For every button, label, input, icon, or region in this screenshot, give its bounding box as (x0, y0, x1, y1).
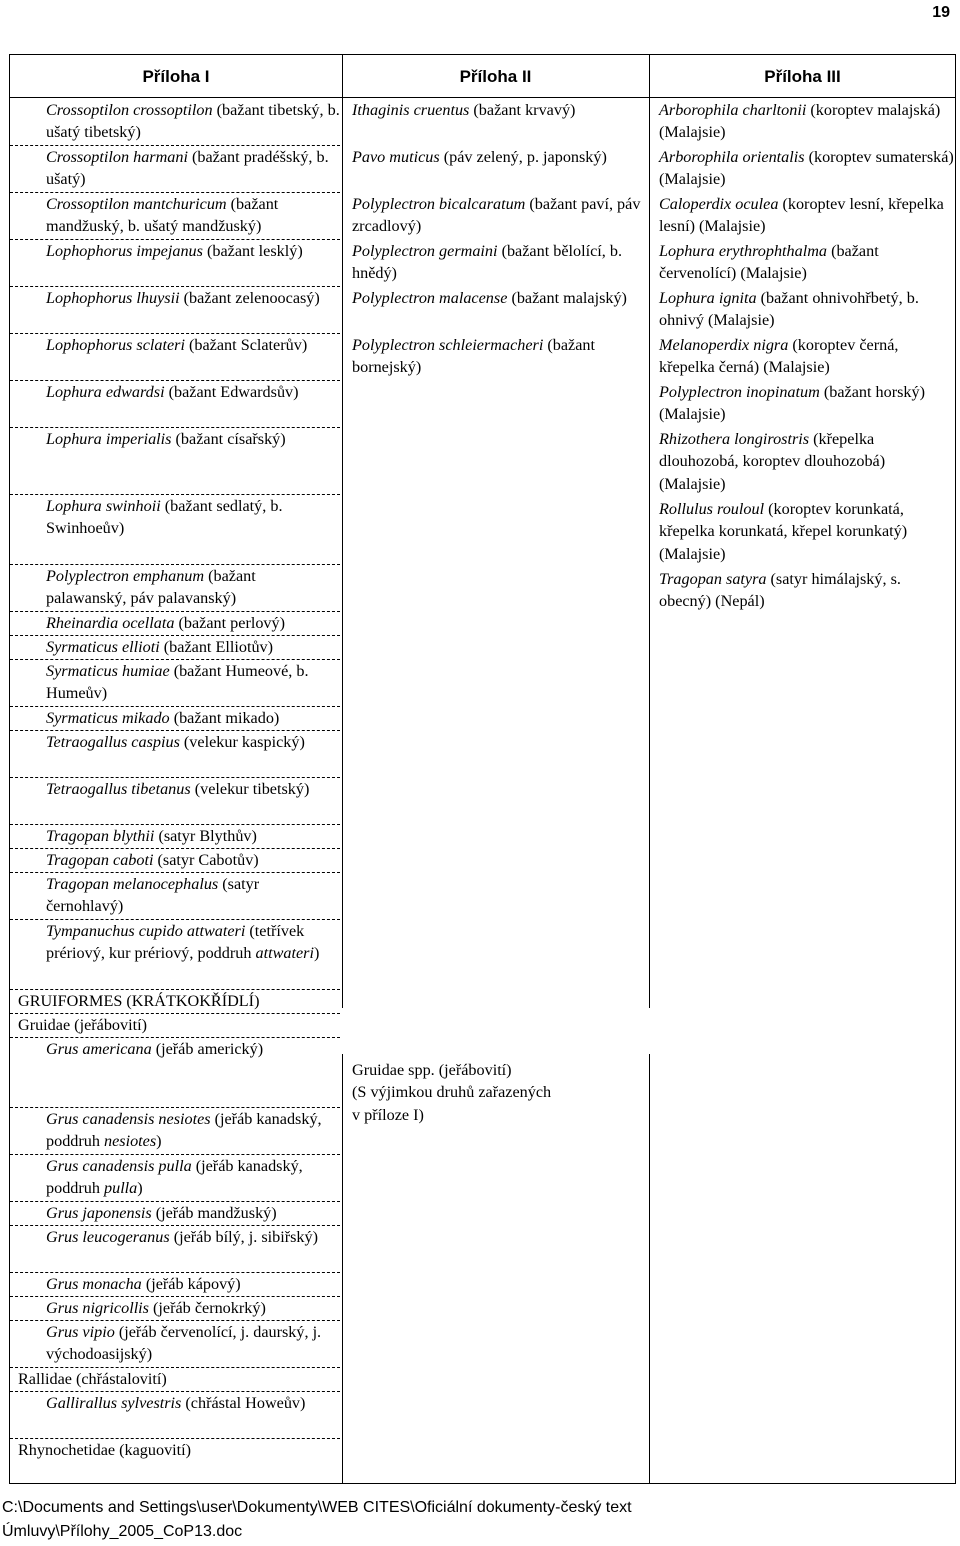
column-appendix-3 (651, 99, 955, 615)
common-name: (jeřáb kanadský, poddruh (46, 1157, 303, 1198)
header-appendix-1: Příloha I (142, 67, 210, 86)
species-entry (10, 1202, 340, 1226)
species-entry (659, 287, 955, 334)
species-name: Arborophila orientalis (659, 148, 805, 166)
species-name: Tetraogallus tibetanus (46, 780, 191, 798)
common-name: (bažant tibetský, b. ušatý tibetský) (46, 101, 340, 142)
common-name: (satyr himálajský, s. obecný) (Nepál) (659, 570, 901, 611)
species-entry (10, 1108, 340, 1155)
common-name: (satyr Cabotův) (153, 851, 259, 869)
common-name: (bažant paví, páv zrcadlový) (352, 195, 641, 236)
species-entry (10, 428, 340, 495)
species-name: Grus americana (46, 1040, 152, 1058)
closing-paren: ) (313, 944, 320, 963)
species-entry (10, 636, 340, 660)
common-name: (bažant Elliotův) (159, 638, 274, 656)
common-name: (bažant perlový) (174, 614, 285, 632)
exception-note-1: (S výjimkou druhů zařazených (352, 1083, 552, 1102)
species-entry (659, 334, 955, 381)
species-entry (10, 495, 340, 565)
common-name: (koroptev korunkatá, křepelka korunkatá, křepel korunkatý) (Malajsie) (659, 500, 908, 563)
common-name: (koroptev černá, křepelka černá) (Malajsie) (659, 336, 899, 377)
common-name: (jeřáb černokrký) (148, 1299, 266, 1317)
species-name: Lophura erythrophthalma (659, 242, 828, 260)
common-name: (páv zelený, p. japonský) (439, 148, 607, 166)
common-name: (bažant Humeové, b. Humeův) (46, 662, 309, 703)
species-name: Tragopan caboti (46, 851, 154, 869)
common-name: (chřástal Howeův) (181, 1394, 306, 1412)
species-name: Crossoptilon mantchuricum (46, 195, 227, 213)
common-name: (bažant Sclaterův) (184, 336, 308, 354)
species-entry (659, 381, 955, 428)
species-name: Syrmaticus mikado (46, 709, 170, 727)
species-entry (352, 287, 647, 334)
species-entry (10, 1226, 340, 1273)
species-name: Grus canadensis nesiotes (46, 1110, 211, 1128)
species-name: Lophura edwardsi (46, 383, 165, 401)
species-entry (10, 707, 340, 731)
species-entry (659, 99, 955, 146)
species-entry (10, 240, 340, 287)
species-entry (352, 99, 647, 146)
subspecies-name: attwateri (255, 944, 314, 963)
header-appendix-2: Příloha II (459, 67, 532, 86)
subspecies-name: nesiotes (104, 1132, 157, 1151)
species-name: Lophophorus sclateri (46, 336, 185, 354)
species-entry (10, 565, 340, 612)
species-entry (10, 334, 340, 381)
common-name: (bažant palawanský, páv palavanský) (46, 567, 256, 608)
species-name: Grus leucogeranus (46, 1228, 170, 1246)
species-entry (10, 1297, 340, 1321)
species-entry (659, 428, 955, 498)
appendix-table (9, 54, 956, 1484)
common-name: (bažant pradéšský, b. ušatý) (46, 148, 329, 189)
footer-line-2: Úmluvy\Přílohy_2005_CoP13.doc (2, 1523, 243, 1540)
common-name: (koroptev malajská) (Malajsie) (659, 101, 941, 142)
common-name: (jeřáb mandžuský) (151, 1204, 277, 1222)
species-entry (10, 99, 340, 146)
common-name: (bažant mandžuský, b. ušatý mandžuský) (46, 195, 279, 236)
column-divider-1 (342, 55, 343, 1008)
column-divider-1b (342, 1054, 343, 1484)
species-entry (352, 146, 647, 193)
species-name: Lophura swinhoii (46, 497, 161, 515)
species-name: Tragopan satyra (659, 570, 767, 588)
common-name: (velekur tibetský) (190, 780, 310, 798)
common-name: (jeřáb bílý, j. sibiřský) (169, 1228, 319, 1246)
species-name: Tympanuchus cupido attwateri (46, 922, 246, 940)
closing-paren: ) (156, 1132, 162, 1151)
common-name: (bažant krvavý) (469, 101, 576, 119)
column-appendix-2 (344, 99, 647, 1124)
species-entry (10, 849, 340, 873)
species-entry (352, 334, 647, 381)
species-name: Lophura imperialis (46, 430, 172, 448)
order-row: GRUIFORMES (KRÁTKOKŘÍDLÍ) (10, 990, 340, 1014)
common-name: (bažant mikado) (169, 709, 280, 727)
species-name: Syrmaticus humiae (46, 662, 170, 680)
common-name: (tetřívek prériový, kur prériový, poddruh (46, 922, 305, 963)
species-name: Melanoperdix nigra (659, 336, 789, 354)
species-name: Grus japonensis (46, 1204, 152, 1222)
species-name: Crossoptilon crossoptilon (46, 101, 213, 119)
common-name: (bažant červenolící) (Malajsie) (659, 242, 879, 283)
species-name: Lophophorus lhuysii (46, 289, 180, 307)
page-number: 19 (932, 4, 950, 21)
common-name: (koroptev lesní, křepelka lesní) (Malajsie) (659, 195, 944, 236)
common-name: (bažant horský) (Malajsie) (659, 383, 925, 424)
species-name: Polyplectron inopinatum (659, 383, 820, 401)
species-name: Grus vipio (46, 1323, 115, 1341)
species-entry (10, 1392, 340, 1439)
footer-line-1: C:\Documents and Settings\user\Dokumenty\WEB CITES\Oficiální dokumenty-český text (2, 1499, 632, 1516)
species-entry (10, 873, 340, 920)
family-row: Gruidae (jeřábovití) (10, 1014, 340, 1038)
common-name: (velekur kaspický) (179, 733, 305, 751)
species-name: Ithaginis cruentus (352, 101, 470, 119)
species-name: Tetraogallus caspius (46, 733, 180, 751)
species-entry (10, 731, 340, 778)
species-name: Polyplectron schleiermacheri (352, 336, 544, 354)
common-name: (bažant Edwardsův) (164, 383, 299, 401)
common-name: (bažant ohnivohřbetý, b. ohnivý (Malajsie) (659, 289, 919, 330)
common-name: (jeřáb americký) (151, 1040, 264, 1058)
species-name: Grus nigricollis (46, 1299, 149, 1317)
species-name: Polyplectron malacense (352, 289, 508, 307)
species-entry (659, 568, 955, 615)
common-name: (bažant bornejský) (352, 336, 596, 377)
family-row: Rallidae (chřástalovití) (10, 1368, 340, 1392)
species-name: Polyplectron emphanum (46, 567, 205, 585)
family-spp-label: Gruidae spp. (jeřábovití) (352, 1061, 512, 1079)
species-entry (352, 193, 647, 240)
species-name: Crossoptilon harmani (46, 148, 188, 166)
species-name: Rheinardia ocellata (46, 614, 175, 632)
species-name: Polyplectron germaini (352, 242, 498, 260)
common-name: (bažant císařský) (171, 430, 286, 448)
species-name: Grus monacha (46, 1275, 142, 1293)
common-name: (bažant bělolící, b. hnědý) (352, 242, 623, 283)
common-name: (bažant zelenoocasý) (179, 289, 320, 307)
common-name: (bažant lesklý) (202, 242, 303, 260)
species-entry (10, 1038, 340, 1108)
species-name: Polyplectron bicalcaratum (352, 195, 526, 213)
column-divider-2 (649, 55, 650, 1008)
common-name: (jeřáb kanadský, poddruh (46, 1110, 322, 1151)
species-entry (10, 381, 340, 428)
species-entry (10, 287, 340, 334)
species-name: Lophura ignita (659, 289, 757, 307)
species-entry (659, 498, 955, 568)
common-name: (křepelka dlouhozobá, koroptev dlouhozobá) (Malajsie) (659, 430, 886, 493)
species-entry (10, 1321, 340, 1368)
species-name: Caloperdix oculea (659, 195, 779, 213)
species-entry (10, 660, 340, 707)
species-entry (10, 146, 340, 193)
header-appendix-3: Příloha III (764, 67, 841, 86)
species-entry (10, 1273, 340, 1297)
species-entry (10, 778, 340, 825)
species-entry (10, 612, 340, 636)
table-header (10, 55, 955, 98)
column-divider-2b (649, 1054, 650, 1484)
family-entry (352, 1059, 551, 1126)
species-name: Pavo muticus (352, 148, 440, 166)
species-name: Arborophila charltonii (659, 101, 807, 119)
common-name: (koroptev sumaterská) (Malajsie) (659, 148, 954, 189)
family-row: Rhynochetidae (kaguovití) (18, 1441, 192, 1459)
species-name: Gallirallus sylvestris (46, 1394, 182, 1412)
species-name: Tragopan blythii (46, 827, 155, 845)
species-entry (10, 825, 340, 849)
species-name: Syrmaticus ellioti (46, 638, 160, 656)
species-entry (10, 1155, 340, 1202)
species-entry (659, 240, 955, 287)
species-entry (10, 193, 340, 240)
common-name: (satyr Blythův) (154, 827, 257, 845)
common-name: (satyr černohlavý) (46, 875, 260, 916)
exception-note-2: v příloze I) (352, 1105, 424, 1124)
species-name: Lophophorus impejanus (46, 242, 203, 260)
species-name: Rollulus rouloul (659, 500, 765, 518)
species-name: Tragopan melanocephalus (46, 875, 219, 893)
common-name: (bažant sedlatý, b. Swinhoeův) (46, 497, 283, 538)
species-entry (352, 240, 647, 287)
subspecies-name: pulla (104, 1179, 138, 1198)
common-name: (jeřáb červenolící, j. daurský, j. východoasijský) (46, 1323, 322, 1364)
species-entry (659, 193, 955, 240)
file-path-footer (2, 1496, 632, 1544)
species-entry (10, 920, 340, 990)
common-name: (jeřáb kápový) (141, 1275, 241, 1293)
closing-paren: ) (137, 1179, 143, 1198)
common-name: (bažant malajský) (507, 289, 627, 307)
species-name: Rhizothera longirostris (659, 430, 810, 448)
species-entry (659, 146, 955, 193)
column-appendix-1 (10, 99, 340, 1463)
species-name: Grus canadensis pulla (46, 1157, 192, 1175)
